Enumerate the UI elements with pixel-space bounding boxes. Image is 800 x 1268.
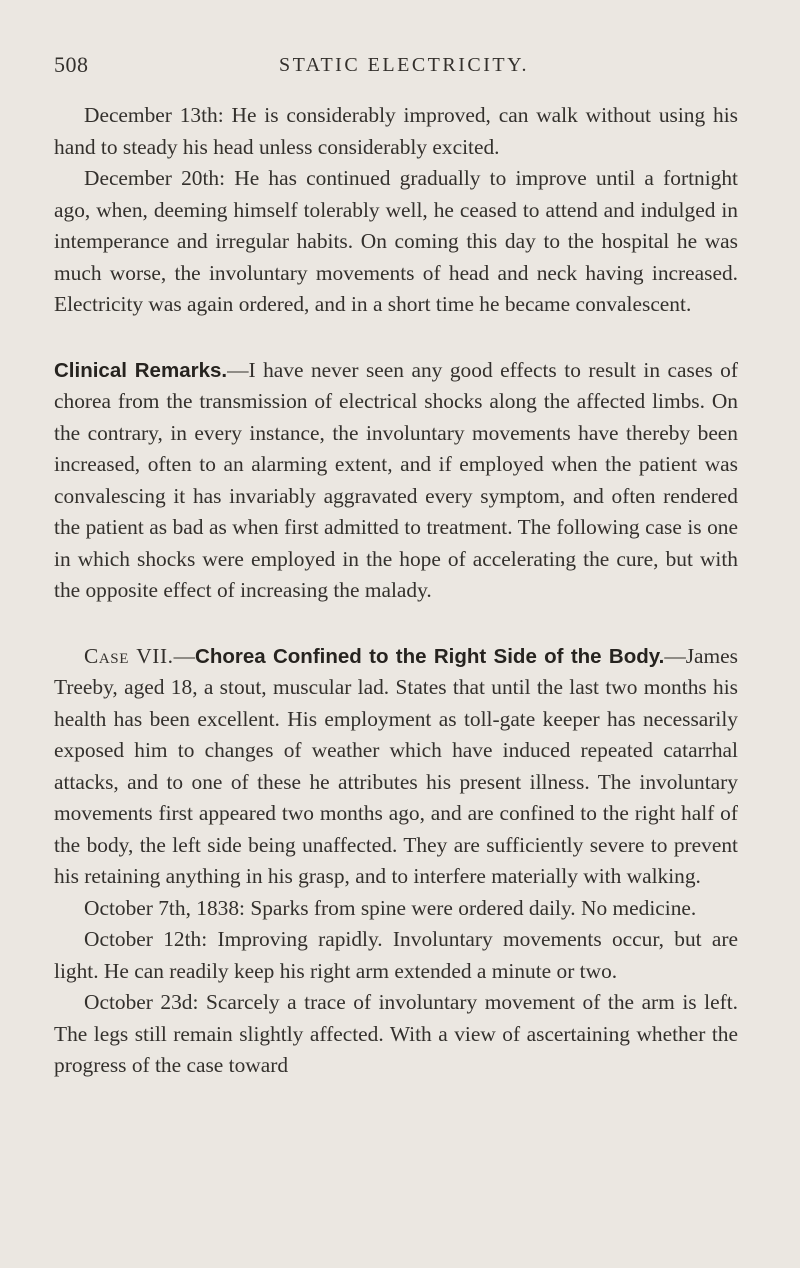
paragraph-case-vii: [54, 641, 738, 893]
case-description: —James Treeby, aged 18, a stout, muscular lad. States that until the last two months his health has been excellent. His employment as toll-gate keeper has necessarily exposed him to changes of weather which have induced repeated catarrhal attacks, and to one of these he attributes his present illness. The involuntary movements first appeared two months ago, and are confined to the right half of the body, the left side being unaffected. They are sufficiently severe to prevent his retaining anything in his grasp, and to interfere materially with walking.: [54, 643, 738, 888]
paragraph-october-7: October 7th, 1838: Sparks from spine were ordered daily. No medicine.: [84, 895, 697, 920]
running-title: STATIC ELECTRICITY.: [279, 54, 529, 76]
case-heading: Chorea Confined to the Right Side of the Body.: [195, 644, 665, 668]
body-text: [54, 100, 738, 1082]
paragraph-december-13: December 13th: He is considerably improved, can walk without using his hand to steady his head unless considerably excited.: [54, 103, 738, 159]
paragraph-clinical-remarks: [54, 355, 738, 607]
page-number: 508: [54, 52, 89, 77]
paragraph-october-12: October 12th: Improving rapidly. Involuntary movements occur, but are light. He can readily keep his right arm extended a minute or two.: [54, 927, 738, 983]
clinical-remarks-text: —I have never seen any good effects to result in cases of chorea from the transmission of electrical shocks along the affected limbs. On the contrary, in every instance, the involuntary movements have thereby been increased, often to an alarming extent, and if employed when the patient was convalescing it has invariably aggravated every symptom, and often rendered the patient as bad as when first admitted to treatment. The following case is one in which shocks were employed in the hope of accelerating the cure, but with the opposite effect of increasing the malady.: [54, 357, 738, 602]
case-label: Case VII.: [84, 643, 174, 668]
paragraph-october-23: October 23d: Scarcely a trace of involuntary movement of the arm is left. The legs still remain slightly affected. With a view of ascertaining whether the progress of the case toward: [54, 990, 738, 1077]
paragraph-december-20: December 20th: He has continued gradually to improve until a fortnight ago, when, deeming himself tolerably well, he ceased to attend and indulged in intemperance and irregular habits. On coming this day to the hospital he was much worse, the involuntary movements of head and neck having increased. Electricity was again ordered, and in a short time he became convalescent.: [54, 166, 738, 316]
clinical-remarks-heading: Clinical Remarks.: [54, 358, 228, 382]
case-dash: —: [173, 643, 196, 668]
running-head: [54, 50, 740, 80]
